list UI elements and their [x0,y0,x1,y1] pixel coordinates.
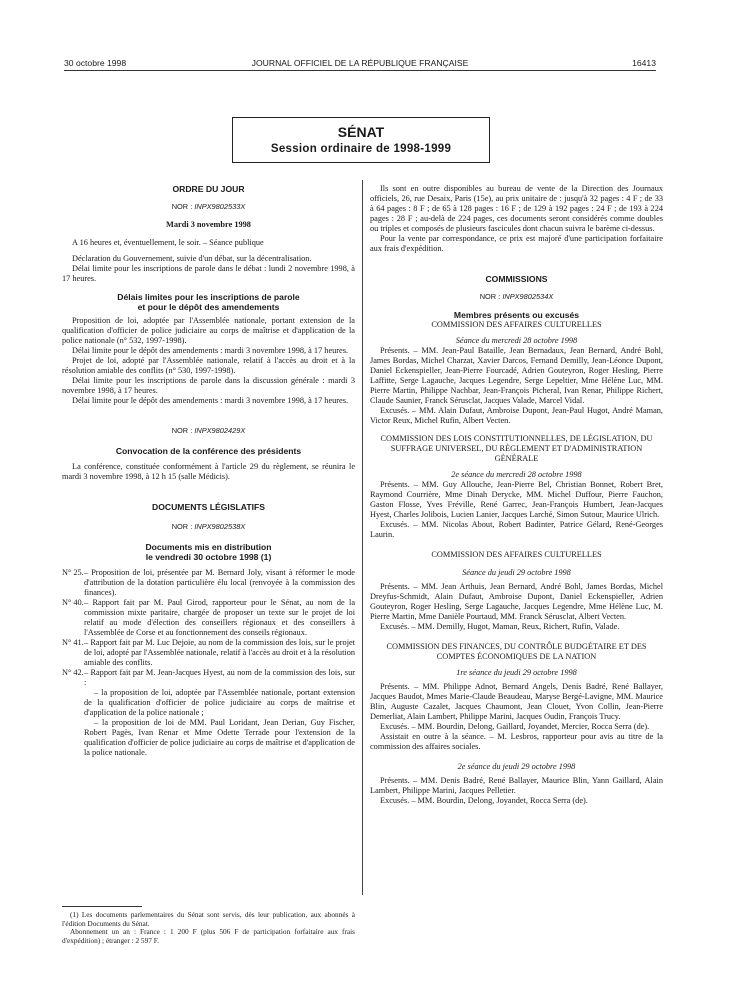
paragraph: Délai limite pour les inscriptions de parole dans le débat : lundi 2 novembre 1998, à 17 heures. [62,264,355,283]
sub-item: – la proposition de loi de MM. Paul Loridant, Jean Derian, Guy Fischer, Robert Pagès, Ivan Renar et Mme Odette Terrade pour l'extension de la qualification d'officier de police judiciaire au corps de maîtrise et d'application de la police nationale. [84,718,355,757]
paragraph: Délai limite pour le dépôt des amendements : mardi 3 novembre 1998, à 17 heures. [72,346,349,355]
ordre-du-jour-heading: ORDRE DU JOUR [172,184,245,194]
header-page-number: 16413 [632,58,656,68]
membres-heading: Membres présents ou excusés [453,310,580,320]
commission-title: COMMISSION DES FINANCES, DU CONTRÔLE BUDGÉTAIRE ET DES COMPTES ÉCONOMIQUES DE LA NATION [386,642,647,661]
sub-items [62,688,355,758]
list-item: N° 42. – Rapport fait par M. Jean-Jacques Hyest, au nom de la commission des lois, sur : [62,668,355,687]
column-divider [362,180,363,895]
paragraph: Pour la vente par correspondance, ce prix est majoré d'une participation forfaitaire aux frais d'expédition. [370,234,663,253]
list-item: N° 25. – Proposition de loi, présentée par M. Bernard Joly, visant à réformer le mode d'attribution de la dotation particulière élu local (renvoyée à la commission des finances). [62,568,355,597]
seance-title: Séance du jeudi 29 octobre 1998 [462,568,571,577]
list-item: N° 41. – Rapport fait par M. Luc Dejoie, au nom de la commission des lois, sur le projet de loi, adopté par l'Assemblée nationale, relatif à l'accès au droit et à la résolution amiable des conflits. [62,638,355,667]
excuses: Excusés. – MM. Demilly, Hugot, Maman, Reux, Richert, Rufin, Valade. [380,622,620,631]
delais-heading: Délais limites pour les inscriptions de parole et pour le dépôt des amendements [117,292,300,312]
paragraph: Projet de loi, adopté par l'Assemblée nationale, relatif à l'accès au droit et à la résolution amiable des conflits (n° 530, 1997-1998). [62,356,355,375]
footnote: (1) Les documents parlementaires du Sénat sont servis, dès leur publication, aux abonnés à l'édition Documents du Sénat. [62,910,355,928]
commission-title: COMMISSION DES AFFAIRES CULTURELLES [431,320,602,329]
footnote: Abonnement un an : France : 1 200 F (plus 506 F de participation forfaitaire aux frais d'expédition) ; étranger : 2 597 F. [62,927,355,945]
nor-reference: NOR : INPX9802533X [171,202,246,211]
commission-title: COMMISSION DES LOIS CONSTITUTIONNELLES, DE LÉGISLATION, DU SUFFRAGE UNIVERSEL, DU RÈGLEMENT ET D'ADMINISTRATION GÉNÉRALE [380,434,653,463]
excuses: Excusés. – MM. Bourdin, Delong, Joyandet, Rocca Serra (de). [380,796,588,805]
title-senat: SÉNAT [337,124,385,140]
right-column [370,184,663,806]
excuses: Excusés. – MM. Alain Dufaut, Ambroise Dupont, Jean-Paul Hugot, André Maman, Victor Reux, Michel Rufin, Albert Vecten. [370,406,663,425]
paragraph: Délai limite pour les inscriptions de parole dans la discussion générale : mardi 3 novembre 1998, à 17 heures. [62,376,355,395]
presents: Présents. – MM. Jean-Paul Bataille, Jean Bernadaux, Jean Bernard, André Bohl, James Bordas, Michel Charzat, Xavier Darcos, Fernand Demilly, Jean-Léonce Dupont, Daniel Eckenspieller, Jean-Pierre Fourcadé, Adrien Gouteyron, Roger Hesling, Pierre Laffitte, Serge Lagauche, Jacques Legendre, Serge Lepeltier, Mme Hélène Luc, MM. Pierre Martin, Philippe Nachbar, Jean-François Picheral, Ivan Renar, Philippe Richert, Claude Saunier, Franck Sérusclat, Jacques Valade, Marcel Vidal. [370,346,663,405]
presents: Présents. – MM. Philippe Adnot, Bernard Angels, Denis Badré, René Ballayer, Jacques Baudot, Mmes Marie-Claude Beaudeau, Maryse Bergé-Lavigne, MM. Maurice Blin, Auguste Cazalet, Jacques Chaumont, Jean Clouet, Yvon Collin, Jean-Pierre Demerliat, Alain Lambert, Philippe Marini, Jacques Oudin, François Trucy. [370,682,663,721]
paragraph: La conférence, constituée conformément à l'article 29 du règlement, se réunira le mardi 3 novembre 1998, à 12 h 15 (salle Médicis). [62,462,355,481]
paragraph: Déclaration du Gouvernement, suivie d'un débat, sur la décentralisation. [72,254,312,263]
nor-reference: NOR : INPX9802534X [479,292,554,301]
paragraph: Proposition de loi, adoptée par l'Assemblée nationale, portant extension de la qualification d'officier de police judiciaire au corps de maîtrise et d'application de la police nationale (n° 532, 1997-1998). [62,316,355,345]
paragraph: A 16 heures et, éventuellement, le soir. – Séance publique [72,238,264,247]
page-header [64,58,656,68]
seance-title: 1re séance du jeudi 29 octobre 1998 [456,668,577,677]
presents: Présents. – MM. Jean Arthuis, Jean Bernard, André Bohl, James Bordas, Michel Dreyfus-Schmidt, Alain Dufaut, Ambroise Dupont, Daniel Eckenspieller, Adrien Gouteyron, Roger Hesling, Serge Lagauche, Jacques Legendre, Mme Hélène Luc, M. Pierre Martin, Mme Danièle Pourtaud, MM. Franck Sérusclat, Albert Vecten. [370,582,663,621]
presents: Présents. – MM. Guy Allouche, Jean-Pierre Bel, Christian Bonnet, Robert Bret, Raymond Courrière, Mme Dinah Derycke, MM. Michel Duffour, Pierre Fauchon, Gaston Flosse, Yves Fréville, René Garrec, Jean-François Humbert, Jean-Jacques Hyest, Charles Jolibois, Lucien Lanier, Jacques Larché, Simon Sutour, Maurice Ulrich. [370,480,663,519]
nor-reference: NOR : INPX9802429X [171,426,246,435]
seance-title: 2e séance du mercredi 28 octobre 1998 [451,470,582,479]
commission-title: COMMISSION DES AFFAIRES CULTURELLES [431,550,602,559]
documents-legislatifs-heading: DOCUMENTS LÉGISLATIFS [152,502,265,512]
assistait: Assistait en outre à la séance. – M. Lesbros, rapporteur pour avis au titre de la commission des affaires sociales. [370,732,663,751]
left-column [62,184,355,758]
seance-title: Séance du mercredi 28 octobre 1998 [455,336,578,345]
convocation-heading: Convocation de la conférence des présidents [115,446,302,456]
title-box [232,117,490,163]
paragraph: Délai limite pour le dépôt des amendements : mardi 3 novembre 1998, à 17 heures. [72,396,349,405]
footnotes [62,911,355,945]
nor-reference: NOR : INPX9802538X [171,522,246,531]
presents: Présents. – MM. Denis Badré, René Ballayer, Maurice Blin, Yann Gaillard, Alain Lambert, Philippe Marini, Jacques Pelletier. [370,776,663,795]
footnote-rule [62,906,142,907]
sub-item: – la proposition de loi, adoptée par l'Assemblée nationale, portant extension de la qualification d'officier de police judiciaire au corps de maîtrise et d'application de la police nationale ; [84,688,355,717]
paragraph: Ils sont en outre disponibles au bureau de vente de la Direction des Journaux officiels, 26, rue Desaix, Paris (15e), au prix unitaire de : jusqu'à 32 pages : 4 F ; de 33 à 64 pages : 8 F ; de 65 à 128 pages : 16 F ; de 129 à 192 pages : 24 F ; de 193 à 224 pages : 28 F ; au-delà de 224 pages, ces documents seront considérés comme doubles ou triples et composés de plusieurs fascicules dont chacun suivra le barème ci-dessus. [370,184,663,233]
date-heading: Mardi 3 novembre 1998 [166,220,251,229]
header-date: 30 octobre 1998 [64,58,127,68]
seance-title: 2e séance du jeudi 29 octobre 1998 [457,762,576,771]
header-journal: JOURNAL OFFICIEL DE LA RÉPUBLIQUE FRANÇAISE [251,58,469,68]
title-session: Session ordinaire de 1998-1999 [270,143,452,155]
header-rule [64,70,656,71]
excuses: Excusés. – MM. Nicolas About, Robert Badinter, Patrice Gélard, René-Georges Laurin. [370,520,663,539]
excuses: Excusés. – MM. Bourdin, Delong, Gaillard, Joyandet, Mercier, Rocca Serra (de). [380,722,650,731]
list-item: N° 40. – Rapport fait par M. Paul Girod, rapporteur pour le Sénat, au nom de la commission mixte paritaire, chargée de proposer un texte sur le projet de loi relatif au mode d'élection des conseillers régionaux et des conseillers à l'Assemblée de Corse et au fonctionnement des conseils régionaux. [62,598,355,637]
commissions-heading: COMMISSIONS [485,274,548,284]
distribution-heading: Documents mis en distribution le vendredi 30 octobre 1998 (1) [145,542,272,562]
